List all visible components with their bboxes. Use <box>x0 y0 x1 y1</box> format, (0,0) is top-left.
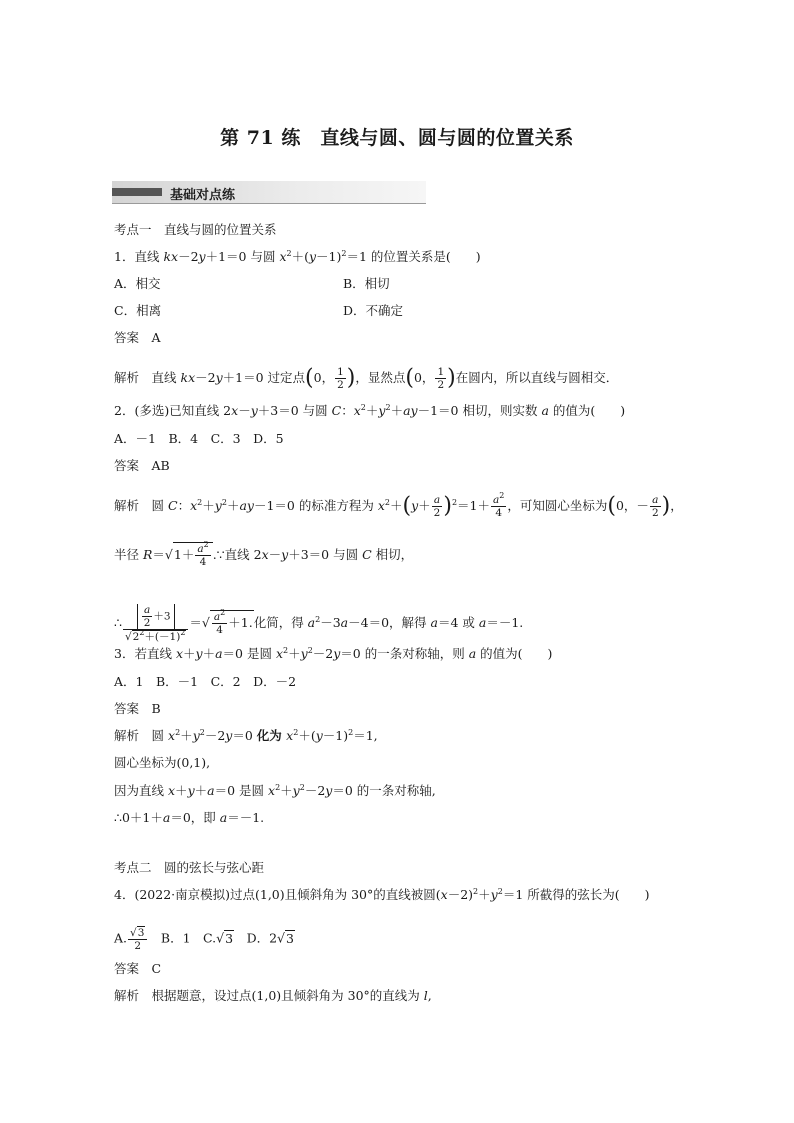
q4-answer: 答案 C <box>114 961 162 976</box>
question-1: 1．直线 kx－2y＋1＝0 与圆 $x^2+(y-1)^2=1$ 的位置关系是( ) <box>114 249 481 264</box>
q1-option-b: B．相切 <box>343 276 390 291</box>
q4-options: A. $\frac{√3}{2}$ B．1 C.√3 D．2√3 <box>114 927 294 952</box>
q1-explanation: 解析 直线 kx－2y＋1＝0 过定点(0， $\frac{1}{2}$ )，显然点(0， $\frac{1}{2}$ )在圆内，所以直线与圆相交． <box>114 365 619 391</box>
q3-options: A．1 B．－1 C．2 D．－2 <box>114 674 297 689</box>
knowledge-point-2: 考点二 圆的弦长与弦心距 <box>114 860 265 875</box>
page-title: 第 71 练 直线与圆、圆与圆的位置关系 <box>220 127 574 149</box>
q2-explanation-line-2: 半径 R＝√1＋ $\frac{a^2}{4}$ .∵直线 2x－y＋3＝0 与圆 C 相切， <box>114 540 414 568</box>
q2-answer: 答案 AB <box>114 458 170 473</box>
section-marker <box>112 188 162 196</box>
q1-option-c: C．相离 <box>114 303 162 318</box>
knowledge-point-1: 考点一 直线与圆的位置关系 <box>114 222 277 237</box>
q2-explanation-line-3: ∴ $\frac{a}{2}$ ＋3 $√2^2+(-1)^2$ ＝√ $\frac{a^2}{4}$ ＋1.化简，得 $a^2-3a-4=0$，解得 a＝4 或 a＝－1. <box>114 604 524 643</box>
q1-answer: 答案 A <box>114 330 161 345</box>
section-label: 基础对点练 <box>170 188 236 203</box>
q3-explanation-line-2: 圆心坐标为(0,1), <box>114 755 211 770</box>
q3-answer: 答案 B <box>114 701 161 716</box>
question-4: 4．(2022·南京模拟)过点(1,0)且倾斜角为 30°的直线被圆$(x-2)^2+y^2=1$ 所截得的弦长为( ) <box>114 887 650 902</box>
q3-explanation-line-3: 因为直线 x＋y＋a＝0 是圆 $x^2+y^2-2y=0$ 的一条对称轴, <box>114 783 436 798</box>
q2-explanation-line-1: 解析 圆 C：$x^2+y^2+ay-1=0$ 的标准方程为 $x^2+(y+$ $\frac{a}{2}$ )$^2$＝1＋ $\frac{a^2}{4}$ ，可知圆心坐标为(0，－ $\frac{a}{2}$ )， <box>114 491 683 519</box>
q2-options: A．－1 B．4 C．3 D．5 <box>114 431 284 446</box>
q3-explanation-line-4: ∴0＋1＋a＝0，即 a＝－1. <box>114 810 265 825</box>
section-header <box>112 181 426 204</box>
q1-option-a: A．相交 <box>114 276 161 291</box>
q3-explanation-line-1: 解析 圆 $x^2+y^2-2y=0$ 化为 $x^2+(y-1)^2=1$, <box>114 728 378 743</box>
question-3: 3．若直线 x＋y＋a＝0 是圆 $x^2+y^2-2y=0$ 的一条对称轴，则 a 的值为( ) <box>114 646 553 661</box>
question-2: 2．(多选)已知直线 2x－y＋3＝0 与圆 C：$x^2+y^2+ay-1=0$ 相切，则实数 a 的值为( ) <box>114 403 626 418</box>
q1-option-d: D．不确定 <box>343 303 404 318</box>
q4-explanation: 解析 根据题意，设过点(1,0)且倾斜角为 30°的直线为 l, <box>114 988 432 1003</box>
